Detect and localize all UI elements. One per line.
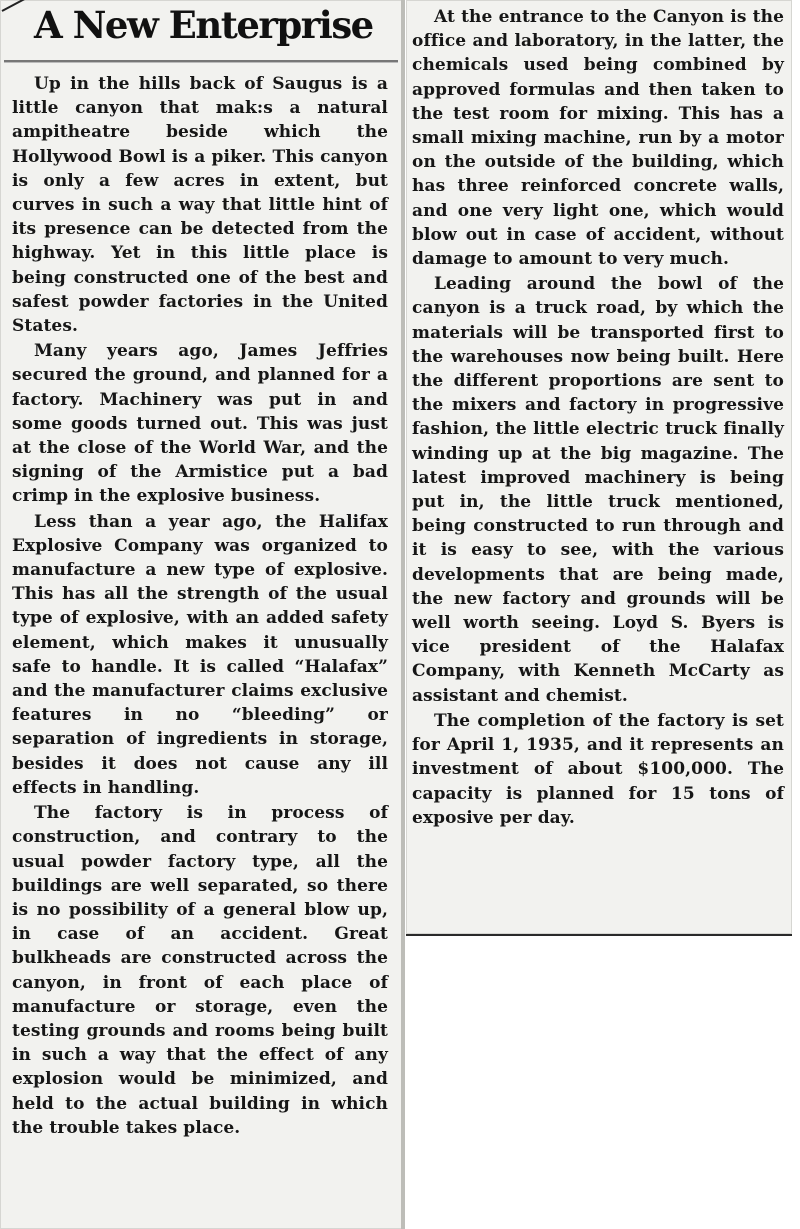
left-column <box>12 72 388 1141</box>
paragraph: The completion of the factory is set for April 1, 1935, and it represents an investment of about $100,000. The capacity is planned for 15 tons of exposive per day. <box>412 710 784 828</box>
headline-rule <box>4 60 398 63</box>
paragraph: The factory is in process of construction, and contrary to the usual powder factory type, all the buildings are well separated, so there is no possibility of a general blow up, in case of an accident. Great bulkheads are constructed across the canyon, in front of each place of manufacture or storage, even the testing grounds and rooms being built in such a way that the effect of any explosion would be minimized, and held to the actual building in which the trouble takes place. <box>12 803 388 1138</box>
headline-block <box>0 0 402 64</box>
paragraph: Leading around the bowl of the canyon is a truck road, by which the materials will be transported first to the warehouses now being built. Here the different proportions are sent to the mixers and factory in progressive fashion, the little electric truck finally winding up at the big magazine. The latest improved machinery is being put in, the little truck mentioned, being constructed to run through and it is easy to see, with the various developments that are being made, the new factory and grounds will be well worth seeing. Loyd S. Byers is vice president of the Halafax Company, with Kenneth McCarty as assistant and chemist. <box>412 274 784 706</box>
paragraph: Less than a year ago, the Halifax Explosive Company was organized to manufacture a new type of explosive. This has all the strength of the usual type of explosive, with an added safety element, which makes it unusually safe to handle. It is called “Halafax” and the manufacturer claims exclusive features in no “bleeding” or separation of ingredients in storage, besides it does not cause any ill effects in handling. <box>12 511 388 798</box>
corner-mark <box>2 0 26 12</box>
paragraph: Up in the hills back of Saugus is a little canyon that mak:s a natural ampitheatre beside which the Hollywood Bowl is a piker. This canyon is only a few acres in extent, but curves in such a way that little hint of its presence can be detected from the highway. Yet in this little place is being constructed one of the best and safest powder factories in the United States. <box>12 74 388 337</box>
right-column <box>412 5 784 831</box>
column-divider <box>401 0 405 1229</box>
headline: A New Enterprise <box>34 3 373 47</box>
paragraph: Many years ago, James Jeffries secured the ground, and planned for a factory. Machinery was put in and some goods turned out. This was just at the close of the World War, and the signing of the Armistice put a bad crimp in the explosive business. <box>12 341 388 507</box>
paragraph: At the entrance to the Canyon is the office and laboratory, in the latter, the chemicals used being combined by approved formulas and then taken to the test room for mixing. This has a small mixing machine, run by a motor on the outside of the building, which has three reinforced concrete walls, and one very light one, which would blow out in case of accident, without damage to amount to very much. <box>412 7 784 270</box>
